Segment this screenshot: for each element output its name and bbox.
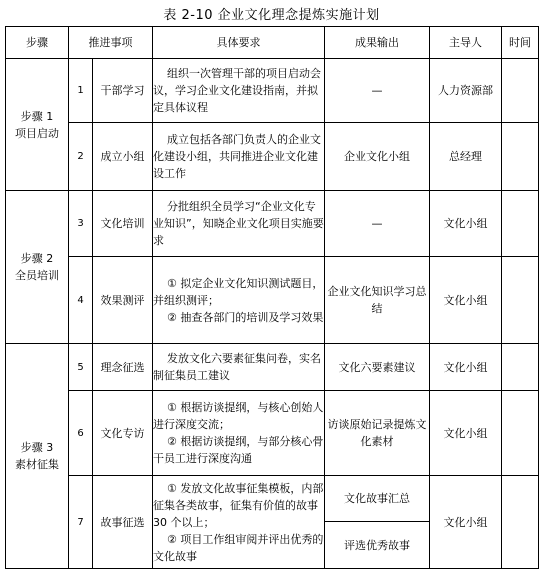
time-cell [502, 191, 539, 257]
table-row [6, 123, 539, 191]
item-name: 成立小组 [93, 123, 153, 191]
row-number: 2 [69, 123, 93, 191]
table-row [6, 59, 539, 123]
leader-cell: 文化小组 [430, 191, 502, 257]
leader-cell: 总经理 [430, 123, 502, 191]
time-cell [502, 344, 539, 391]
header-step: 步骤 [6, 27, 69, 59]
header-output: 成果输出 [325, 27, 430, 59]
output-cell: 文化六要素建议 [325, 344, 430, 391]
table-header-row [6, 27, 539, 59]
step-2-cell [6, 191, 69, 344]
row-number: 6 [69, 391, 93, 476]
row-number: 5 [69, 344, 93, 391]
header-time: 时间 [502, 27, 539, 59]
implementation-plan-table [5, 26, 539, 569]
time-cell [502, 476, 539, 569]
step-title: 素材征集 [15, 458, 59, 471]
requirement-cell: 发放文化六要素征集问卷，实名制征集员工建议 [153, 344, 325, 391]
table-caption: 表 2-10 企业文化理念提炼实施计划 [163, 8, 380, 23]
time-cell [502, 391, 539, 476]
row-number: 4 [69, 257, 93, 344]
output-cell: — [325, 59, 430, 123]
step-label: 步骤 1 [20, 109, 54, 123]
leader-cell: 文化小组 [430, 344, 502, 391]
header-item: 推进事项 [69, 27, 153, 59]
output-cell: 访谈原始记录提炼文化素材 [325, 391, 430, 476]
item-name: 文化培训 [93, 191, 153, 257]
row-number: 1 [69, 59, 93, 123]
step-title: 全员培训 [15, 269, 59, 282]
item-name: 理念征选 [93, 344, 153, 391]
requirement-cell: 成立包括各部门负责人的企业文化建设小组，共同推进企业文化建设工作 [153, 123, 325, 191]
leader-cell: 文化小组 [430, 391, 502, 476]
step-1-cell [6, 59, 69, 191]
step-label: 步骤 2 [20, 252, 54, 265]
step-title: 项目启动 [15, 126, 59, 140]
item-name: 文化专访 [93, 391, 153, 476]
time-cell [502, 59, 539, 123]
requirement-cell: ① 发放文化故事征集模板，内部征集各类故事，征集有价值的故事 30 个以上； ② 项目工作组审阅并评出优秀的文化故事 [153, 476, 325, 569]
requirement-cell: ① 根据访谈提纲，与核心创始人进行深度交流； ② 根据访谈提纲，与部分核心骨干员工进行深度沟通 [153, 391, 325, 476]
leader-cell: 文化小组 [430, 257, 502, 344]
header-requirement: 具体要求 [153, 27, 325, 59]
row-number: 7 [69, 476, 93, 569]
output-cell: 企业文化小组 [325, 123, 430, 191]
item-name: 干部学习 [93, 59, 153, 123]
time-cell [502, 123, 539, 191]
requirement-cell: ① 拟定企业文化知识测试题目，并组织测评； ② 抽查各部门的培训及学习效果 [153, 257, 325, 344]
requirement-cell: 分批组织全员学习“企业文化专业知识”，知晓企业文化项目实施要求 [153, 191, 325, 257]
output-cell: 企业文化知识学习总结 [325, 257, 430, 344]
table-row [6, 191, 539, 257]
step-label: 步骤 3 [20, 441, 54, 454]
item-name: 效果测评 [93, 257, 153, 344]
table-row [6, 476, 539, 522]
item-name: 故事征选 [93, 476, 153, 569]
time-cell [502, 257, 539, 344]
step-3-cell [6, 344, 69, 569]
output-cell: 文化故事汇总 [325, 476, 430, 522]
table-row [6, 344, 539, 391]
requirement-cell: 组织一次管理干部的项目启动会议，学习企业文化建设指南，并拟定具体议程 [153, 59, 325, 123]
row-number: 3 [69, 191, 93, 257]
leader-cell: 文化小组 [430, 476, 502, 569]
table-row [6, 257, 539, 344]
output-cell-secondary: 评选优秀故事 [325, 522, 430, 569]
table-row [6, 391, 539, 476]
output-cell: — [325, 191, 430, 257]
header-leader: 主导人 [430, 27, 502, 59]
leader-cell: 人力资源部 [430, 59, 502, 123]
